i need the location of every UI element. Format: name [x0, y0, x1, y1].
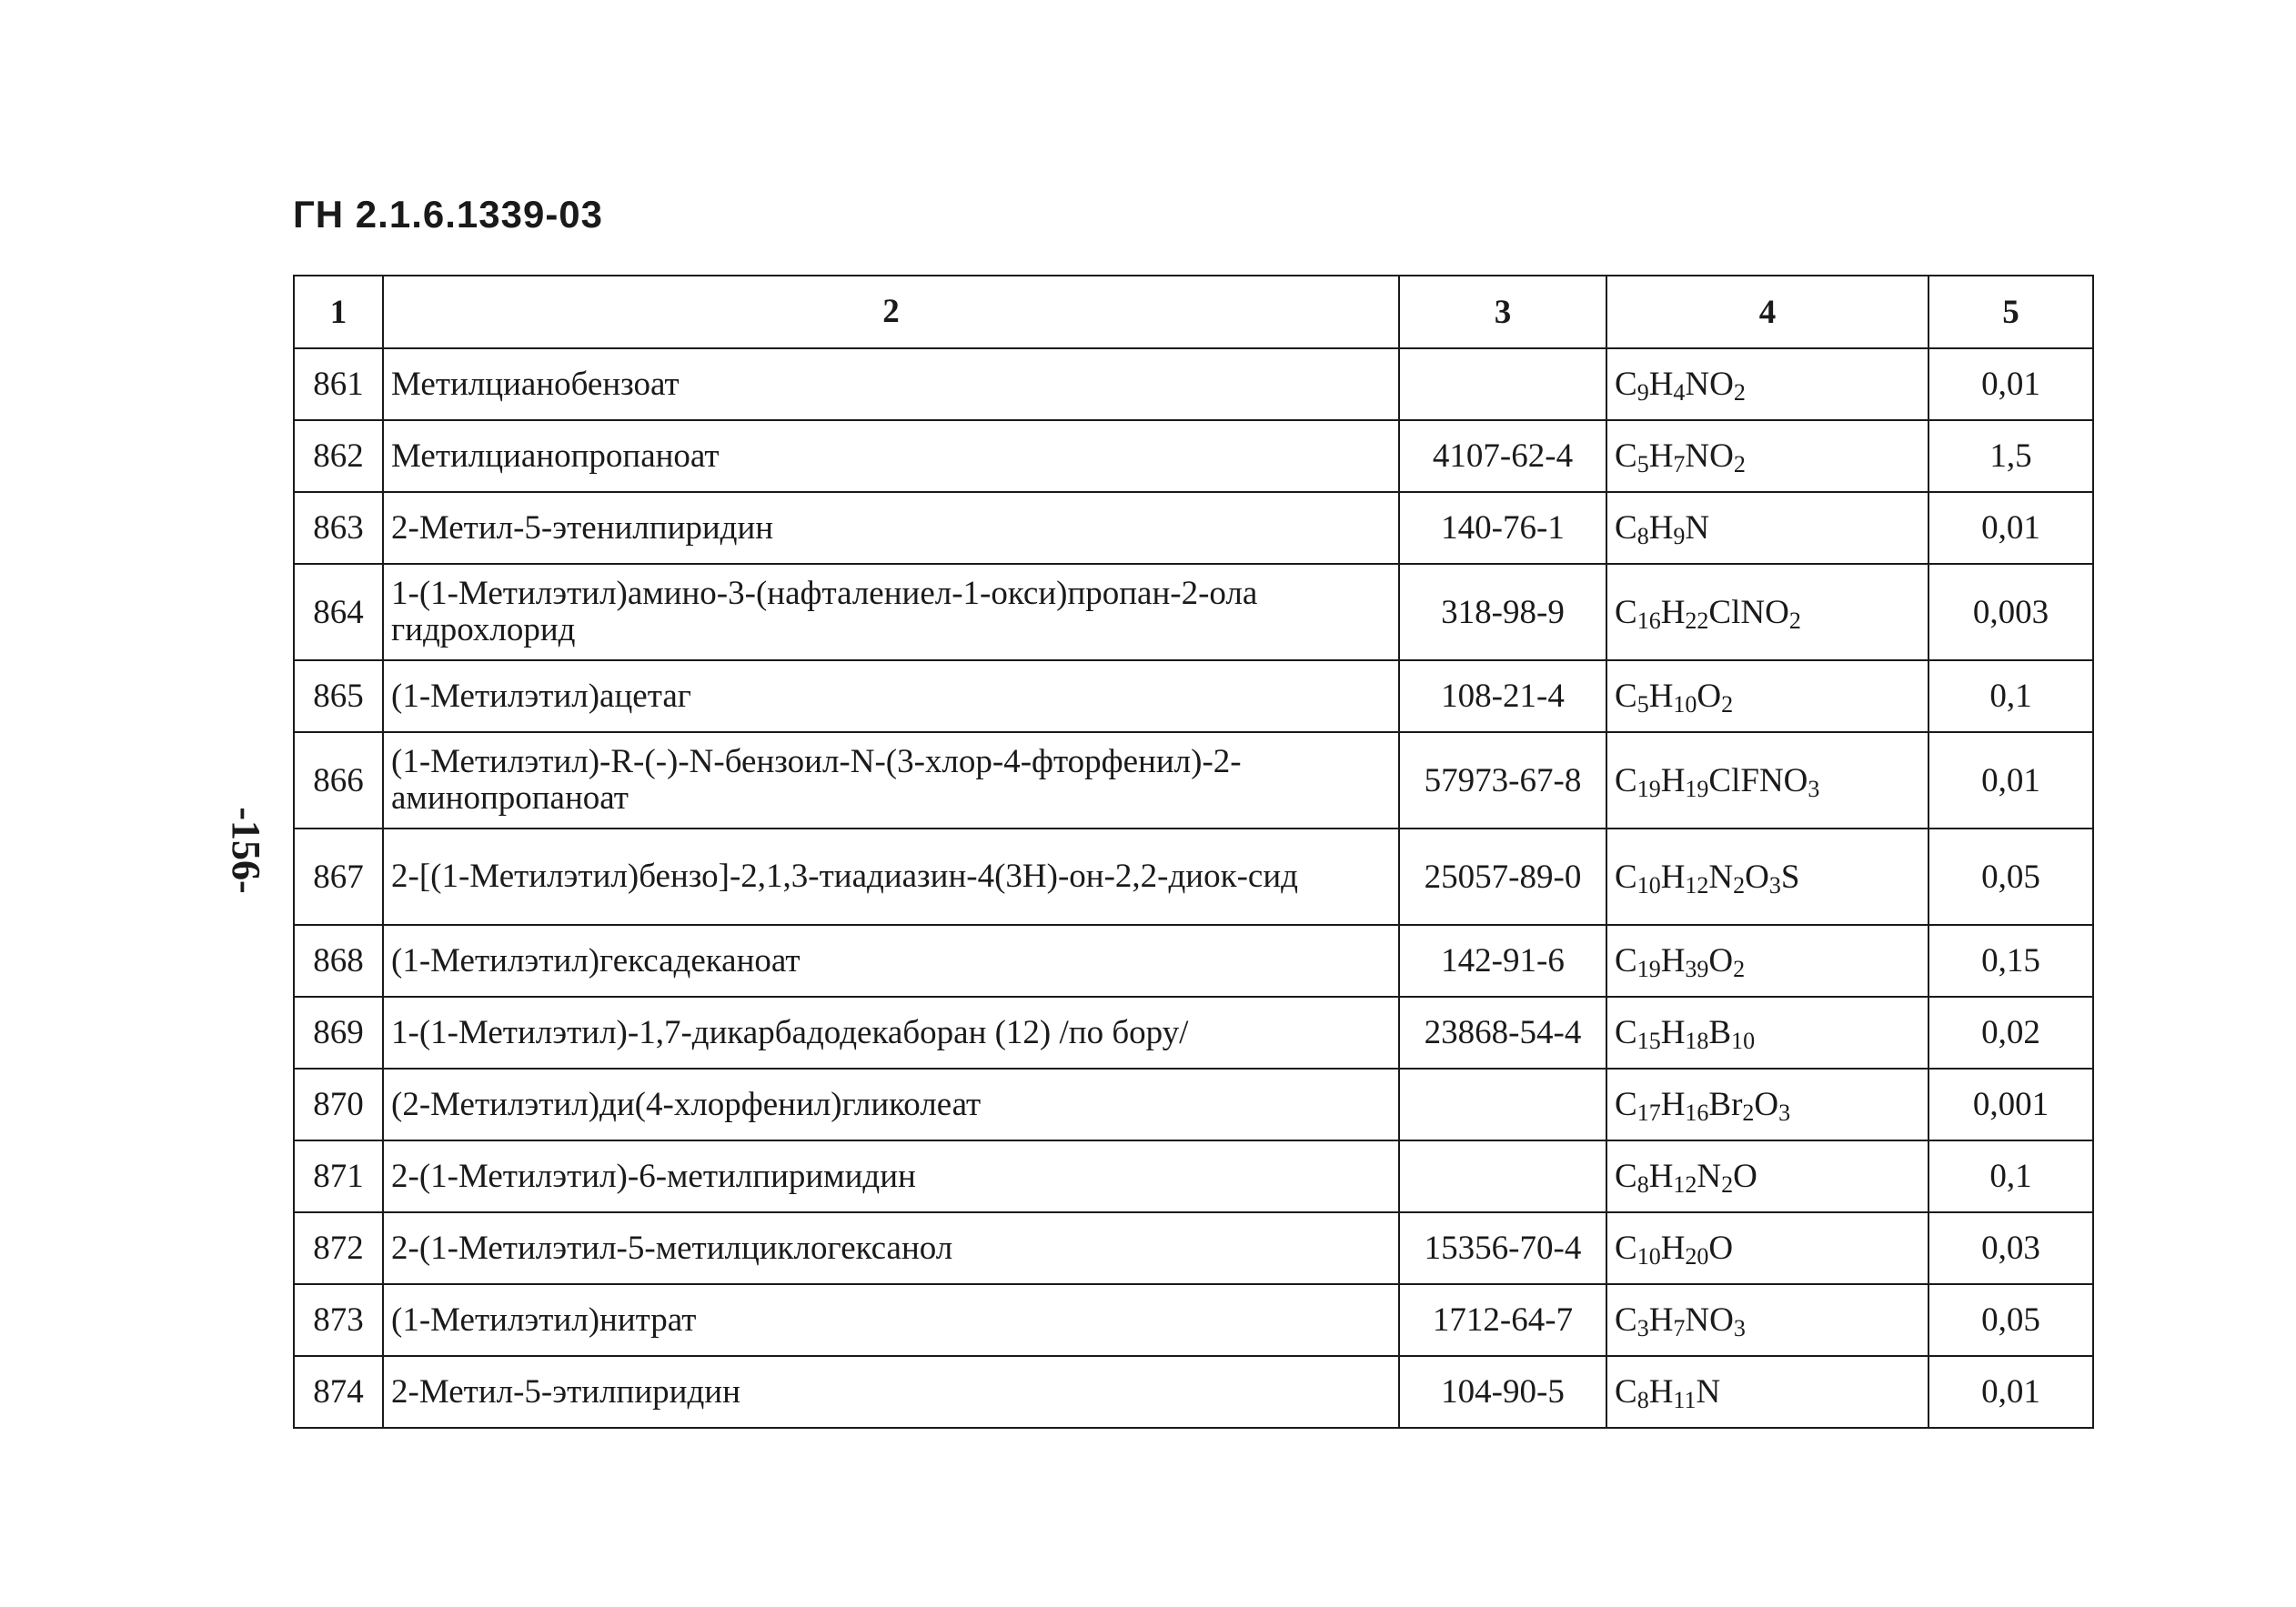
- row-number-cell: 871: [294, 1140, 383, 1212]
- row-number-cell: 863: [294, 492, 383, 564]
- row-number-cell: 865: [294, 660, 383, 732]
- table-row: [294, 420, 2093, 492]
- value-cell: 0,05: [1928, 1284, 2093, 1356]
- formula-cell: $C_3H_7NO_3$: [1606, 1284, 1928, 1356]
- value-cell: 0,02: [1928, 997, 2093, 1069]
- table-header-row: [294, 276, 2093, 348]
- cas-number-cell: 15356-70-4: [1399, 1212, 1606, 1284]
- formula-cell: $C_{17}H_{16}Br_2O_3$: [1606, 1069, 1928, 1140]
- substance-name-cell: (1-Метилэтил)нитрат: [383, 1284, 1399, 1356]
- formula-cell: $C_{16}H_{22}ClNO_2$: [1606, 564, 1928, 660]
- cas-number-cell: [1399, 348, 1606, 420]
- value-cell: 0,01: [1928, 492, 2093, 564]
- table-row: [294, 997, 2093, 1069]
- formula-cell: $C_5H_{10}O_2$: [1606, 660, 1928, 732]
- column-header: 2: [383, 276, 1399, 348]
- row-number-cell: 868: [294, 925, 383, 997]
- cas-number-cell: 108-21-4: [1399, 660, 1606, 732]
- row-number-cell: 872: [294, 1212, 383, 1284]
- formula-cell: $C_{19}H_{19}ClFNO_3$: [1606, 732, 1928, 829]
- substance-name-cell: 2-(1-Метилэтил)-6-метилпиримидин: [383, 1140, 1399, 1212]
- cas-number-cell: 25057-89-0: [1399, 829, 1606, 925]
- value-cell: 0,003: [1928, 564, 2093, 660]
- table-row: [294, 492, 2093, 564]
- substance-name-cell: 2-Метил-5-этенилпиридин: [383, 492, 1399, 564]
- value-cell: 0,1: [1928, 1140, 2093, 1212]
- row-number-cell: 869: [294, 997, 383, 1069]
- table-row: [294, 1069, 2093, 1140]
- cas-number-cell: [1399, 1140, 1606, 1212]
- cas-number-cell: 104-90-5: [1399, 1356, 1606, 1428]
- value-cell: 0,05: [1928, 829, 2093, 925]
- column-header: 5: [1928, 276, 2093, 348]
- cas-number-cell: 57973-67-8: [1399, 732, 1606, 829]
- formula-cell: $C_{10}H_{20}O$: [1606, 1212, 1928, 1284]
- table-row: [294, 660, 2093, 732]
- substance-name-cell: (1-Метилэтил)-R-(-)-N-бензоил-N-(3-хлор-4-фторфенил)-2-аминопропаноат: [383, 732, 1399, 829]
- formula-cell: $C_{10}H_{12}N_2O_3S$: [1606, 829, 1928, 925]
- column-header: 1: [294, 276, 383, 348]
- value-cell: 0,01: [1928, 348, 2093, 420]
- cas-number-cell: 318-98-9: [1399, 564, 1606, 660]
- formula-cell: $C_5H_7NO_2$: [1606, 420, 1928, 492]
- row-number-cell: 873: [294, 1284, 383, 1356]
- table-row: [294, 925, 2093, 997]
- value-cell: 0,03: [1928, 1212, 2093, 1284]
- table-row: [294, 1140, 2093, 1212]
- value-cell: 0,01: [1928, 732, 2093, 829]
- table-row: [294, 829, 2093, 925]
- substance-name-cell: 2-(1-Метилэтил-5-метилциклогексанол: [383, 1212, 1399, 1284]
- table-row: [294, 348, 2093, 420]
- substance-name-cell: 2-Метил-5-этилпиридин: [383, 1356, 1399, 1428]
- formula-cell: $C_8H_{11}N$: [1606, 1356, 1928, 1428]
- document-title: ГН 2.1.6.1339-03: [293, 193, 604, 236]
- value-cell: 0,01: [1928, 1356, 2093, 1428]
- value-cell: 0,15: [1928, 925, 2093, 997]
- table-row: [294, 1212, 2093, 1284]
- cas-number-cell: [1399, 1069, 1606, 1140]
- column-header: 3: [1399, 276, 1606, 348]
- row-number-cell: 864: [294, 564, 383, 660]
- formula-cell: $C_9H_4NO_2$: [1606, 348, 1928, 420]
- cas-number-cell: 23868-54-4: [1399, 997, 1606, 1069]
- row-number-cell: 862: [294, 420, 383, 492]
- substance-name-cell: 1-(1-Метилэтил)-1,7-дикарбадодекаборан (12) /по бору/: [383, 997, 1399, 1069]
- table-row: [294, 732, 2093, 829]
- row-number-cell: 870: [294, 1069, 383, 1140]
- substance-name-cell: 2-[(1-Метилэтил)бензо]-2,1,3-тиадиазин-4(3Н)-он-2,2-диок-сид: [383, 829, 1399, 925]
- substance-name-cell: (1-Метилэтил)гексадеканоат: [383, 925, 1399, 997]
- substance-name-cell: (1-Метилэтил)ацетаг: [383, 660, 1399, 732]
- cas-number-cell: 142-91-6: [1399, 925, 1606, 997]
- formula-cell: $C_8H_{12}N_2O$: [1606, 1140, 1928, 1212]
- substance-name-cell: Метилцианобензоат: [383, 348, 1399, 420]
- table-body: [294, 348, 2093, 1428]
- cas-number-cell: 1712-64-7: [1399, 1284, 1606, 1356]
- page-number: -156-: [224, 807, 268, 894]
- row-number-cell: 874: [294, 1356, 383, 1428]
- cas-number-cell: 4107-62-4: [1399, 420, 1606, 492]
- row-number-cell: 866: [294, 732, 383, 829]
- substance-name-cell: (2-Метилэтил)ди(4-хлорфенил)гликолеат: [383, 1069, 1399, 1140]
- column-header: 4: [1606, 276, 1928, 348]
- table-row: [294, 1356, 2093, 1428]
- value-cell: 0,1: [1928, 660, 2093, 732]
- substance-name-cell: Метилцианопропаноат: [383, 420, 1399, 492]
- formula-cell: $C_{19}H_{39}O_2$: [1606, 925, 1928, 997]
- cas-number-cell: 140-76-1: [1399, 492, 1606, 564]
- substances-table: [293, 275, 2094, 1429]
- substance-name-cell: 1-(1-Метилэтил)амино-3-(нафталениел-1-окси)пропан-2-ола гидрохлорид: [383, 564, 1399, 660]
- value-cell: 1,5: [1928, 420, 2093, 492]
- formula-cell: $C_{15}H_{18}B_{10}$: [1606, 997, 1928, 1069]
- table-row: [294, 564, 2093, 660]
- table-row: [294, 1284, 2093, 1356]
- row-number-cell: 861: [294, 348, 383, 420]
- row-number-cell: 867: [294, 829, 383, 925]
- value-cell: 0,001: [1928, 1069, 2093, 1140]
- formula-cell: $C_8H_9N$: [1606, 492, 1928, 564]
